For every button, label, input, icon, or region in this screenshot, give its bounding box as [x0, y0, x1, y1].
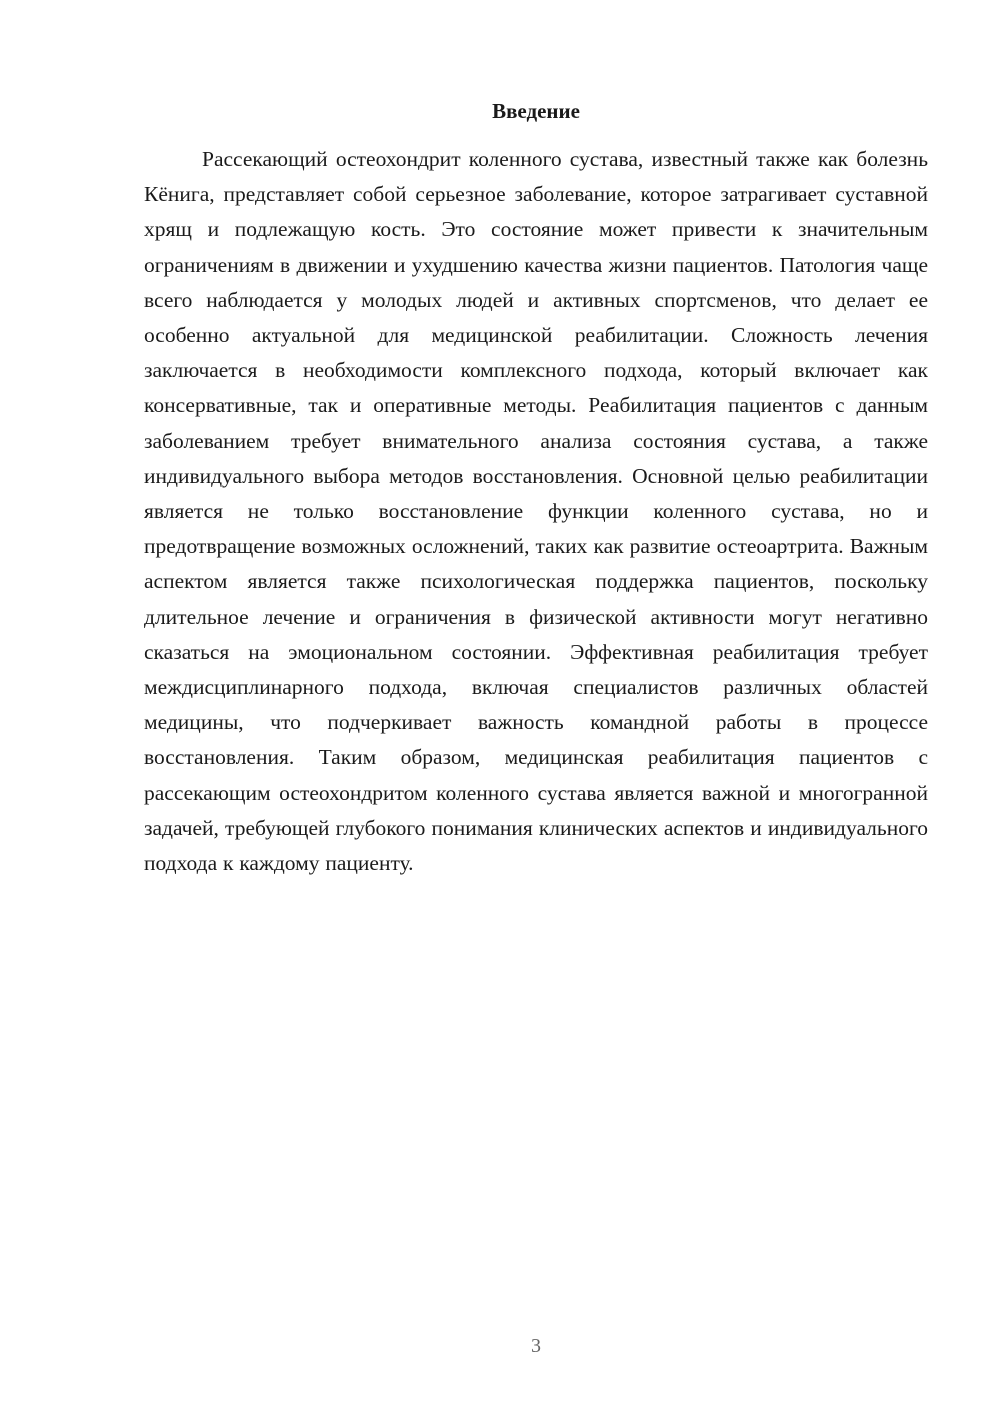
page-number: 3	[531, 1335, 541, 1357]
section-heading: Введение	[492, 99, 580, 123]
body-paragraph: Рассекающий остеохондрит коленного сустава, известный также как болезнь Кёнига, представляет собой серьезное заболевание, которое затрагивает суставной хрящ и подлежащую кость. Это состояние может привести к значительным ограничениям в движении и ухудшению качества жизни пациентов. Патология чаще всего наблюдается у молодых людей и активных спортсменов, что делает ее особенно актуальной для медицинской реабилитации. Сложность лечения заключается в необходимости комплексного подхода, который включает как консервативные, так и оперативные методы. Реабилитация пациентов с данным заболеванием требует внимательного анализа состояния сустава, а также индивидуального выбора методов восстановления. Основной целью реабилитации является не только восстановление функции коленного сустава, но и предотвращение возможных осложнений, таких как развитие остеоартрита. Важным аспектом является также психологическая поддержка пациентов, поскольку длительное лечение и ограничения в физической активности могут негативно сказаться на эмоциональном состоянии. Эффективная реабилитация требует междисциплинарного подхода, включая специалистов различных областей медицины, что подчеркивает важность командной работы в процессе восстановления. Таким образом, медицинская реабилитация пациентов с рассекающим остеохондритом коленного сустава является важной и многогранной задачей, требующей глубокого понимания клинических аспектов и индивидуального подхода к каждому пациенту.	[144, 147, 928, 876]
